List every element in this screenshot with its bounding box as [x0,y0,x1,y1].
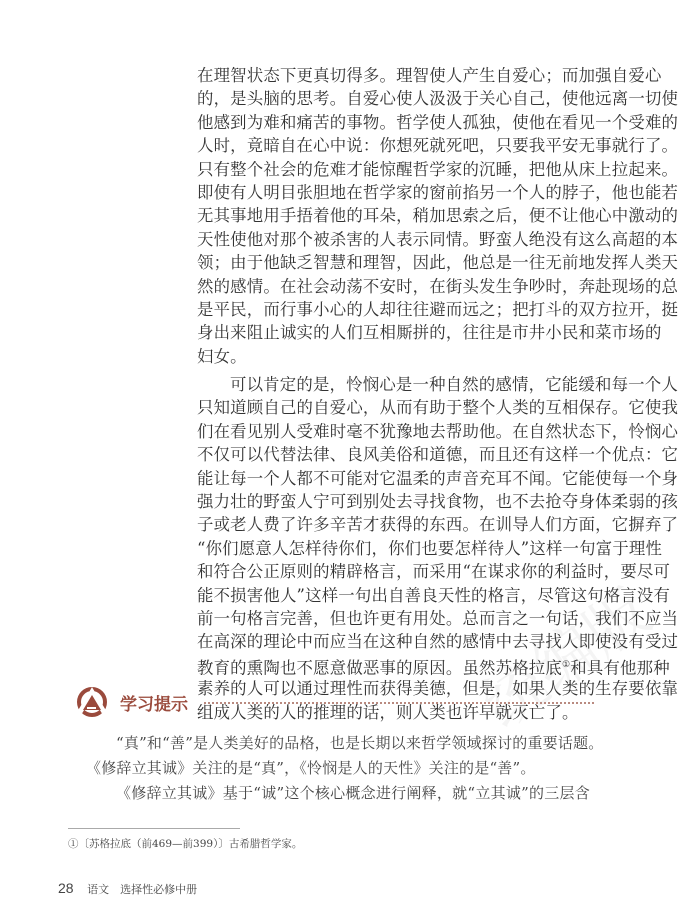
study-hint-text [86,731,604,806]
text-line: 天性使他对那个被杀害的人表示同情。野蛮人绝没有这么高超的本 [197,229,678,249]
paragraph-2 [197,373,678,724]
page-footer [58,880,197,897]
study-hint-header [74,686,594,716]
text-line: 教育的熏陶也不愿意做恶事的原因。虽然苏格拉底①和具有他那种 [197,658,670,678]
text-line: 无其事地用手捂着他的耳朵，稍加思索之后，便不让他心中激动的 [197,206,678,226]
text-line: 的，是头脑的思考。自爱心使人汲汲于关心自己，使他远离一切使 [197,89,678,109]
text-line: 不仅可以代替法律、良风美俗和道德，而且还有这样一个优点：它 [197,445,678,465]
page-number: 28 [58,880,74,896]
hint-line: 《修辞立其诚》关注的是“真”，《怜悯是人的天性》关注的是“善”。 [86,759,536,777]
hint-line: “真”和“善”是人类美好的品格，也是长期以来哲学领域探讨的重要话题。 [116,734,604,752]
text-line: 前一句格言完善，但也许更有用处。总而言之一句话，我们不应当 [197,608,678,628]
text-line: 只知道顾自己的自爱心，从而有助于整个人类的互相保存。它使我 [197,398,678,418]
text-line: “你们愿意人怎样待你们，你们也要怎样待人”这样一句富于理性 [197,538,663,558]
text-line: 子或老人费了许多辛苦才获得的东西。在训导人们方面，它摒弃了 [197,515,678,535]
text-line: 即使有人明目张胆地在哲学家的窗前掐另一个人的脖子，他也能若 [197,182,678,202]
main-text [197,64,678,724]
text-line: 能让每一个人都不可能对它温柔的声音充耳不闻。它能使每一个身 [197,468,678,488]
footnote: ①〔苏格拉底（前469—前399）〕古希腊哲学家。 [68,838,303,850]
text-line: 妇女。 [197,346,247,366]
dotted-divider [204,702,594,704]
text-line: 人时，竟暗自在心中说：你想死就死吧，只要我平安无事就行了。 [197,136,678,156]
text-line: 然的感情。在社会动荡不安时，在街头发生争吵时，奔赴现场的总 [197,276,678,296]
text-line: 是平民，而行事小心的人却往往避而远之；把打斗的双方拉开，挺 [197,299,678,319]
text-line: 素养的人可以通过理性而获得美德，但是，如果人类的生存要依靠 [197,679,678,699]
book-title: 语文 选择性必修中册 [87,883,198,896]
text-line: 组成人类的人的推理的话，则人类也许早就灭亡了。 [197,702,579,722]
text-line: 和符合公正原则的精辟格言，而采用“在谋求你的利益时，要尽可 [197,562,671,582]
study-hint-title: 学习提示 [120,695,188,715]
paragraph-1 [197,64,678,368]
text-line: 在理智状态下更真切得多。理智使人产生自爱心；而加强自爱心 [197,66,662,85]
study-hint-logo-icon [74,686,110,716]
footnote-divider [68,828,240,829]
hint-line: 《修辞立其诚》基于“诚”这个核心概念进行阐释，就“立其诚”的三层含 [116,784,590,802]
text-line: 领；由于他缺乏智慧和理智，因此，他总是一往无前地发挥人类天 [197,253,678,273]
text-line: 们在看见别人受难时毫不犹豫地去帮助他。在自然状态下，怜悯心 [197,421,678,441]
text-line: 只有整个社会的危难才能惊醒哲学家的沉睡，把他从床上拉起来。 [197,159,678,179]
text-line: 可以肯定的是，怜悯心是一种自然的感情，它能缓和每一个人 [230,375,678,395]
text-line: 强力壮的野蛮人宁可到别处去寻找食物，也不去抢夺身体柔弱的孩 [197,492,678,512]
text-line: 在高深的理论中而应当在这种自然的感情中去寻找人即使没有受过 [197,632,678,652]
text-line: 身出来阻止诚实的人们互相厮拼的，往往是市井小民和菜市场的 [197,323,662,343]
text-line: 能不损害他人”这样一句出自善良天性的格言，尽管这句格言没有 [197,585,671,605]
text-line: 他感到为难和痛苦的事物。哲学使人孤独，使他在看见一个受难的 [197,112,678,132]
